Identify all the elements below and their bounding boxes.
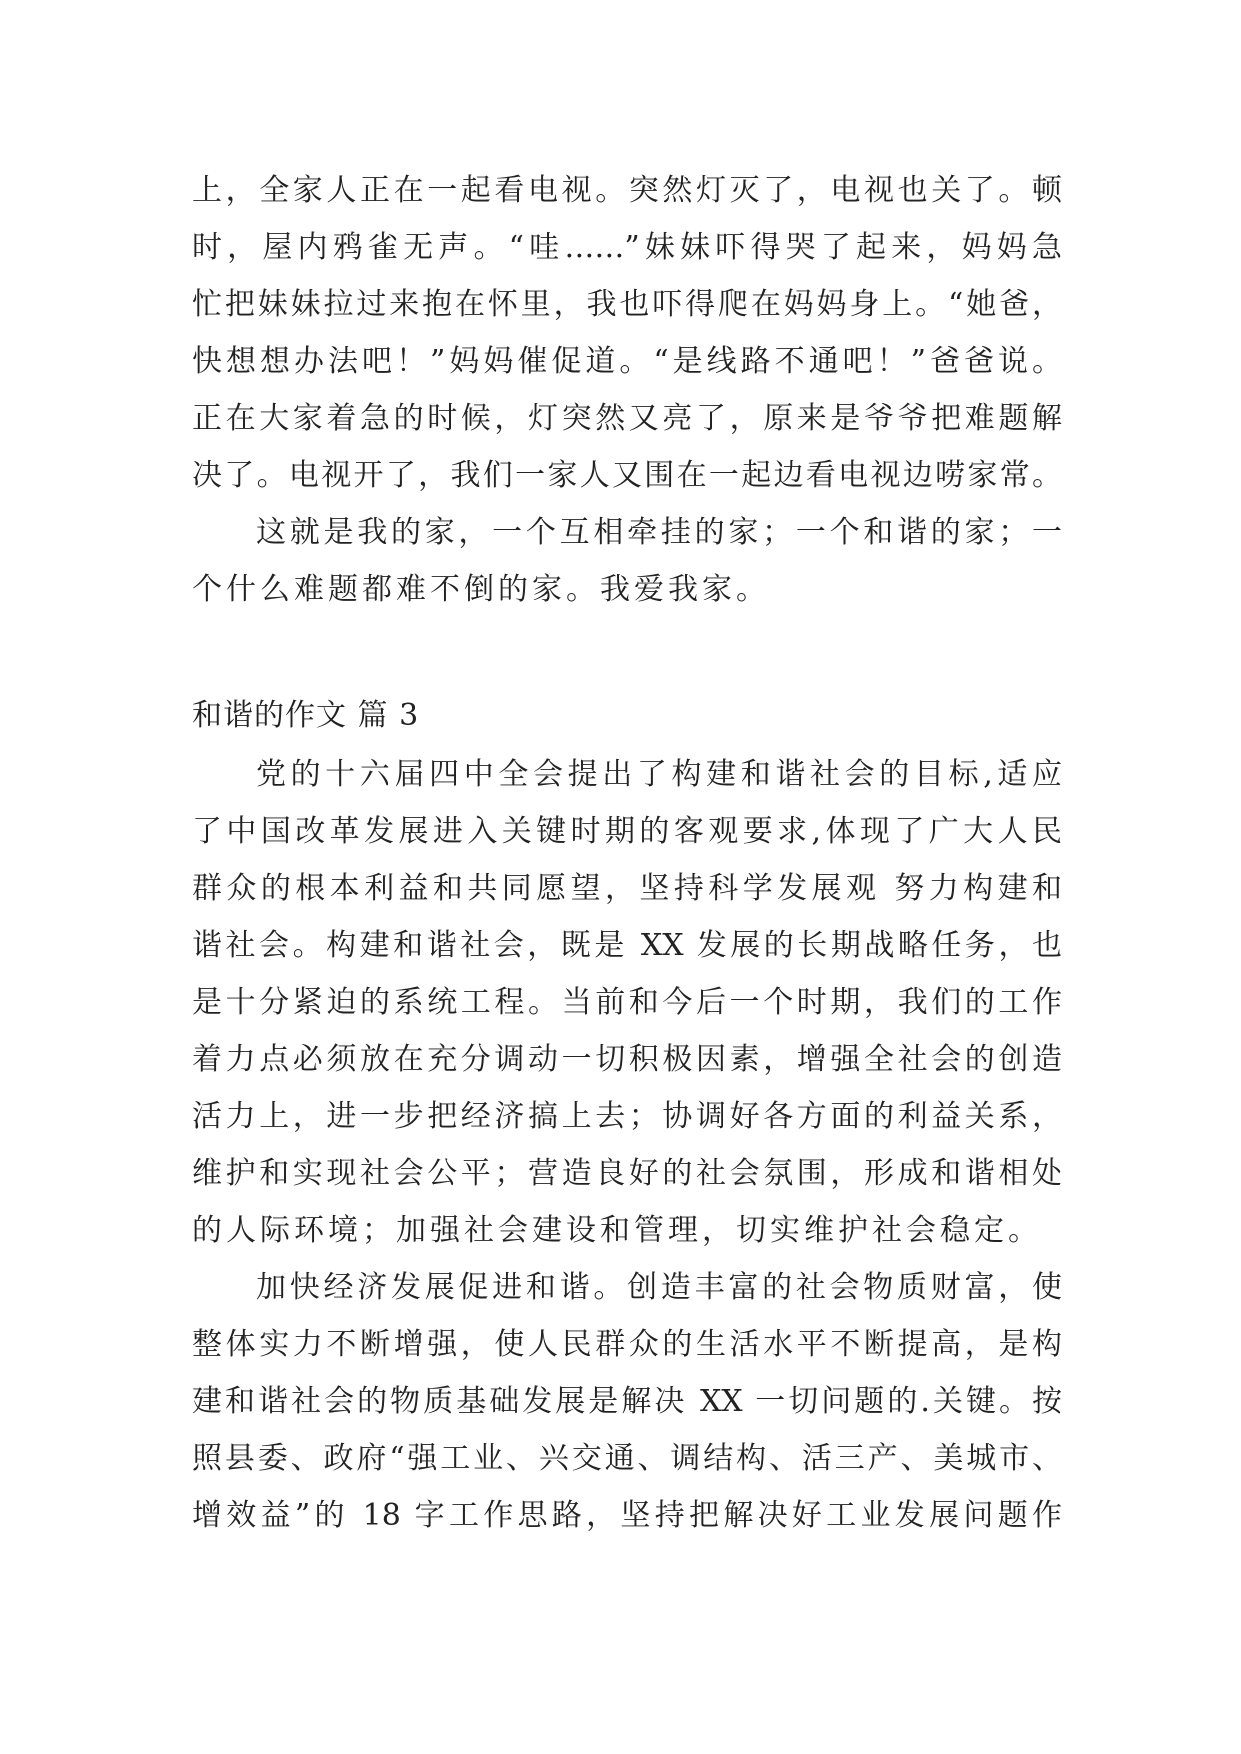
text-line: 增效益”的 18 字工作思路，坚持把解决好工业发展问题作 bbox=[192, 1498, 1062, 1533]
text-line: 加快经济发展促进和谐。创造丰富的社会物质财富，使 bbox=[256, 1270, 1062, 1305]
paragraph-4 bbox=[192, 1259, 1062, 1544]
text-line: 的人际环境；加强社会建设和管理，切实维护社会稳定。 bbox=[192, 1213, 1042, 1248]
text-line: 活力上，进一步把经济搞上去；协调好各方面的利益关系， bbox=[192, 1099, 1062, 1134]
document-body bbox=[192, 162, 1062, 1544]
section-spacer bbox=[192, 618, 1062, 686]
text-line: 维护和实现社会公平；营造良好的社会氛围，形成和谐相处 bbox=[192, 1156, 1062, 1191]
text-line: 谐社会。构建和谐社会，既是 XX 发展的长期战略任务，也 bbox=[192, 928, 1062, 963]
text-line: 这就是我的家，一个互相牵挂的家；一个和谐的家；一 bbox=[256, 515, 1062, 550]
text-line: 是十分紧迫的系统工程。当前和今后一个时期，我们的工作 bbox=[192, 985, 1062, 1020]
text-line: 正在大家着急的时候，灯突然又亮了，原来是爷爷把难题解 bbox=[192, 401, 1062, 436]
text-line: 整体实力不断增强，使人民群众的生活水平不断提高，是构 bbox=[192, 1327, 1062, 1362]
section-heading: 和谐的作文 篇 3 bbox=[192, 698, 420, 733]
paragraph-3 bbox=[192, 746, 1062, 1259]
text-line: 了中国改革发展进入关键时期的客观要求,体现了广大人民 bbox=[192, 814, 1062, 849]
text-line: 忙把妹妹拉过来抱在怀里，我也吓得爬在妈妈身上。“她爸， bbox=[192, 287, 1062, 322]
text-line: 着力点必须放在充分调动一切积极因素，增强全社会的创造 bbox=[192, 1042, 1062, 1077]
text-line: 快想想办法吧！”妈妈催促道。“是线路不通吧！”爸爸说。 bbox=[192, 344, 1062, 379]
text-line: 党的十六届四中全会提出了构建和谐社会的目标,适应 bbox=[256, 757, 1062, 792]
paragraph-2 bbox=[192, 504, 1062, 618]
text-line: 群众的根本利益和共同愿望，坚持科学发展观 努力构建和 bbox=[192, 871, 1062, 906]
text-line: 上，全家人正在一起看电视。突然灯灭了，电视也关了。顿 bbox=[192, 173, 1062, 208]
text-line: 决了。电视开了，我们一家人又围在一起边看电视边唠家常。 bbox=[192, 458, 1062, 493]
paragraph-1 bbox=[192, 162, 1062, 504]
text-line: 个什么难题都难不倒的家。我爱我家。 bbox=[192, 572, 770, 607]
text-line: 照县委、政府“强工业、兴交通、调结构、活三产、美城市、 bbox=[192, 1441, 1062, 1476]
text-line: 建和谐社会的物质基础发展是解决 XX 一切问题的.关键。按 bbox=[192, 1384, 1062, 1419]
text-line: 时，屋内鸦雀无声。“哇……”妹妹吓得哭了起来，妈妈急 bbox=[192, 230, 1062, 265]
